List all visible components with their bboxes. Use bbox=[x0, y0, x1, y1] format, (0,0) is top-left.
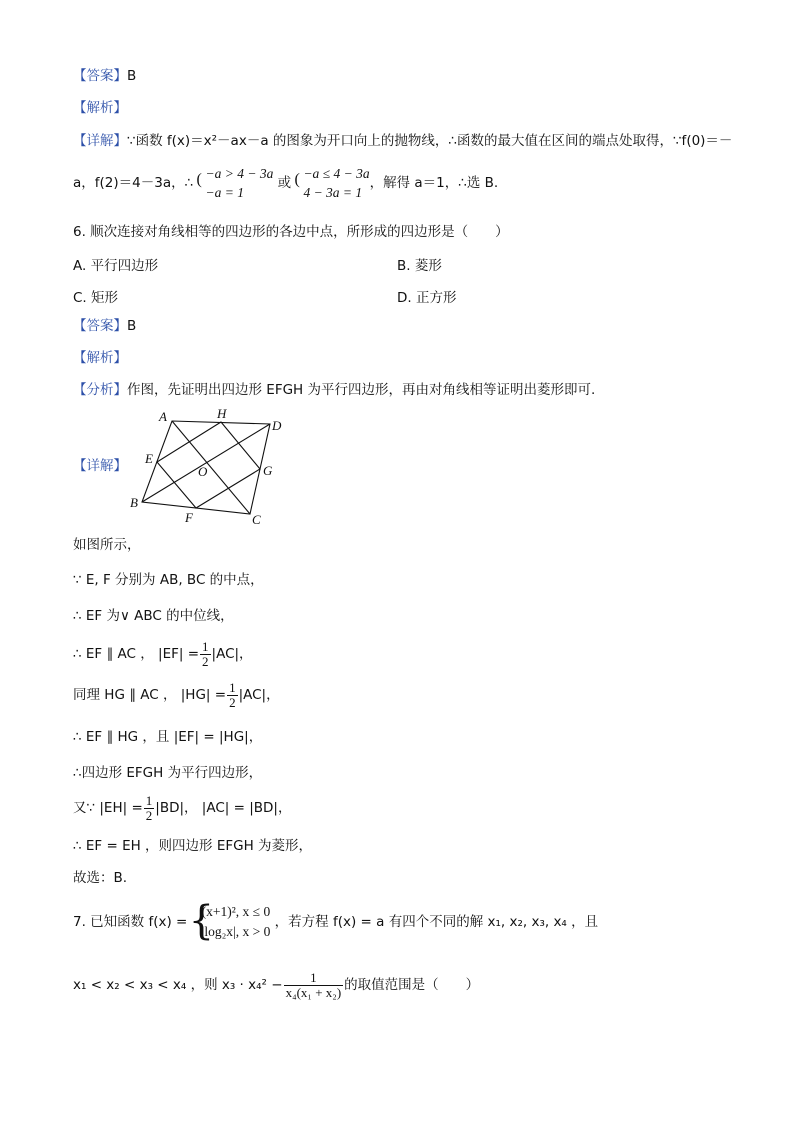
q6-step-4-c: |AC|， bbox=[211, 646, 253, 662]
quadrilateral-figure bbox=[128, 404, 288, 528]
q6-step-7: ∴四边形 EFGH 为平行四边形， bbox=[73, 765, 263, 781]
fraction-denominator: 2 bbox=[229, 694, 236, 710]
q6-step-5-b: |HG| = bbox=[180, 687, 227, 703]
label-b: B bbox=[130, 495, 138, 510]
label-e: E bbox=[145, 451, 153, 466]
q6-step-8-a: 又∵ |EH| = bbox=[73, 800, 143, 816]
analysis-tag: 【解析】 bbox=[73, 100, 127, 116]
or-word: 或 bbox=[277, 175, 292, 191]
q6-step-1: 如图所示， bbox=[73, 537, 141, 553]
q6-step-5 bbox=[73, 678, 280, 712]
label-a: A bbox=[159, 409, 167, 424]
q6-step-6: ∴ EF ∥ HG ，且 |EF| = |HG|， bbox=[73, 729, 263, 745]
q5-answer-line bbox=[73, 66, 136, 86]
q6-step-3: ∴ EF 为∨ ABC 的中位线， bbox=[73, 608, 234, 624]
q6-option-c: C. 矩形 bbox=[73, 290, 119, 306]
q6-step-10: 故选：B. bbox=[73, 870, 128, 886]
q6-analysis-line bbox=[73, 348, 127, 368]
analysis-tag: 【解析】 bbox=[73, 350, 127, 366]
system-1 bbox=[198, 164, 274, 202]
q6-option-d: D. 正方形 bbox=[397, 290, 457, 306]
fraction-numerator: 1 bbox=[202, 638, 209, 654]
q5-detail-text: ∵函数 f(x)＝x²－ax－a 的图象为开口向上的抛物线，∴函数的最大值在区间的端点处取得，∵f(0)＝－ bbox=[127, 133, 733, 149]
answer-tag: 【答案】 bbox=[73, 68, 127, 84]
q7-fraction bbox=[284, 971, 344, 1000]
half-fraction bbox=[227, 681, 238, 710]
fraction-numerator: 1 bbox=[284, 971, 344, 986]
half-fraction bbox=[200, 640, 211, 669]
fraction-numerator: 1 bbox=[229, 679, 236, 695]
fraction-denominator: 2 bbox=[202, 653, 209, 669]
detail-tag: 【详解】 bbox=[73, 133, 127, 149]
piecewise-function bbox=[192, 902, 271, 942]
q6-step-8 bbox=[73, 791, 291, 825]
q6-question: 6. 顺次连接对角线相等的四边形的各边中点，所形成的四边形是（ ） bbox=[73, 224, 509, 240]
q5-text-a: a，f(2)＝4－3a，∴ bbox=[73, 175, 194, 191]
q6-step-2: ∵ E, F 分别为 AB, BC 的中点， bbox=[73, 572, 264, 588]
q6-option-b: B. 菱形 bbox=[397, 258, 442, 274]
piece-1: { (x+1)², x ≤ 0 bbox=[201, 904, 271, 919]
system-2-row-2: 4 − 3a = 1 bbox=[303, 185, 363, 200]
answer-tag: 【答案】 bbox=[73, 318, 127, 334]
q5-text-b: ，解得 a＝1，∴选 B. bbox=[369, 175, 499, 191]
q6-step-5-a: 同理 HG ∥ AC ， bbox=[73, 687, 177, 703]
label-h: H bbox=[217, 406, 227, 421]
answer-value: B bbox=[127, 318, 137, 334]
q7-text-c: x₁ < x₂ < x₃ < x₄ ，则 x₃ · x₄² − bbox=[73, 977, 283, 993]
q6-step-5-c: |AC|， bbox=[238, 687, 280, 703]
detail-tag: 【详解】 bbox=[73, 458, 127, 474]
analysis-sub-tag: 【分析】 bbox=[73, 382, 127, 398]
system-1-row-2: −a = 1 bbox=[205, 185, 244, 200]
q7-text-b: ，若方程 f(x) = a 有四个不同的解 x₁, x₂, x₃, x₄ ，且 bbox=[274, 914, 599, 930]
q6-answer-line bbox=[73, 316, 136, 336]
fraction-denominator: 2 bbox=[145, 807, 153, 823]
system-2 bbox=[295, 164, 369, 202]
q7-line-1 bbox=[73, 899, 598, 945]
system-1-row-1: ( −a > 4 − 3a bbox=[205, 166, 274, 181]
q6-option-a: A. 平行四边形 bbox=[73, 258, 159, 274]
label-d: D bbox=[272, 418, 282, 433]
label-g: G bbox=[263, 463, 273, 478]
q6-step-4-b: |EF| = bbox=[158, 646, 200, 662]
label-c: C bbox=[252, 512, 261, 527]
q6-analysis-text: 作图，先证明出四边形 EFGH 为平行四边形，再由对角线相等证明出菱形即可. bbox=[127, 382, 596, 398]
answer-value: B bbox=[127, 68, 137, 84]
label-f: F bbox=[185, 510, 193, 525]
diagonal-bd bbox=[142, 424, 270, 502]
piece-2: |log₂x|, x > 0 bbox=[201, 924, 271, 939]
q6-step-9: ∴ EF = EH ，则四边形 EFGH 为菱形， bbox=[73, 838, 313, 854]
system-2-row-1: ( −a ≤ 4 − 3a bbox=[303, 166, 370, 181]
q5-system-line bbox=[73, 163, 498, 203]
q7-text-a: 7. 已知函数 f(x) = bbox=[73, 914, 188, 930]
q6-step-4-a: ∴ EF ∥ AC ， bbox=[73, 646, 154, 662]
q7-line-2 bbox=[73, 965, 479, 1005]
q6-step-4 bbox=[73, 637, 253, 671]
q6-analysis-text-line bbox=[73, 380, 595, 400]
q5-analysis-line bbox=[73, 98, 127, 118]
fraction-denominator: x₄(x₁ + x₂) bbox=[285, 984, 342, 1000]
half-fraction bbox=[144, 794, 155, 823]
label-o: O bbox=[198, 464, 208, 479]
q6-step-8-b: |BD|， |AC| = |BD|， bbox=[155, 800, 292, 816]
diagonal-ac bbox=[172, 421, 250, 514]
q7-text-d: 的取值范围是（ ） bbox=[344, 977, 480, 993]
q5-detail-line bbox=[73, 131, 732, 151]
fraction-numerator: 1 bbox=[145, 792, 153, 808]
q6-detail-line bbox=[73, 456, 127, 476]
